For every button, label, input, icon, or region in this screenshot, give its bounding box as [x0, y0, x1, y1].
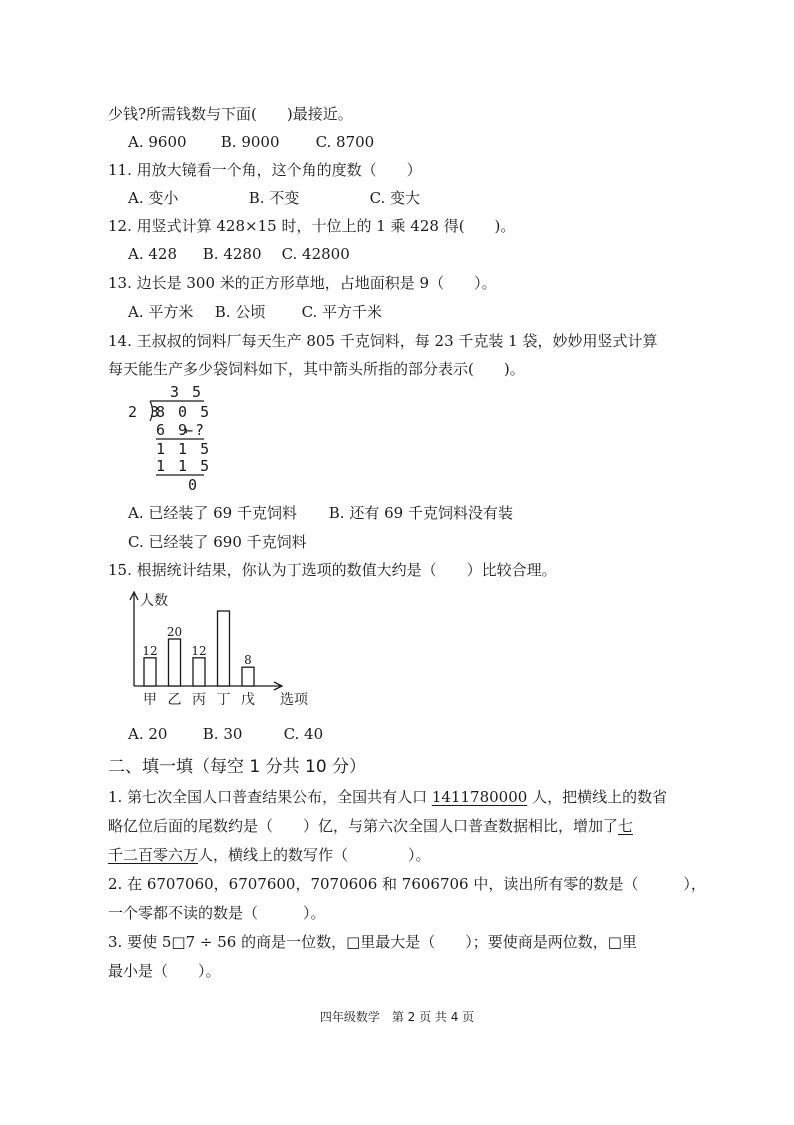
- bar-丁-unknown: [218, 611, 230, 686]
- q14-option-b[interactable]: B. 还有 69 千克饲料没有装: [328, 504, 513, 522]
- y-axis-label: 人数: [140, 593, 168, 609]
- q14-option-c[interactable]: C. 已经装了 690 千克饲料: [128, 533, 307, 551]
- bar-label-戊: 8: [244, 653, 252, 668]
- q14-options-row1: [128, 503, 513, 523]
- q15-options: [128, 724, 323, 744]
- division-remainder: 0: [188, 476, 200, 494]
- bar-甲: [144, 658, 156, 686]
- s2-q1-l2a: 略亿位后面的尾数约是（ ）亿，与第六次全国人口普查数据相比，增加了: [108, 817, 619, 835]
- s2-q1-l3-underline: 千二百零六万: [108, 846, 199, 864]
- q10-option-a[interactable]: A. 9600: [128, 133, 187, 151]
- q15-option-c[interactable]: C. 40: [283, 725, 324, 743]
- q13-option-a[interactable]: A. 平方米: [128, 303, 194, 321]
- q13-stem: 13. 边长是 300 米的正方形草地，占地面积是 9（ ）。: [108, 274, 497, 292]
- q12-stem: 12. 用竖式计算 428×15 时，十位上的 1 乘 428 得( )。: [108, 217, 516, 235]
- bar-chart: [112, 588, 322, 710]
- s2-q1-l3b: 人，横线上的数写作（ ）。: [198, 846, 431, 864]
- bar-chart-svg: [112, 588, 322, 710]
- s2-q1-l2-underline: 七: [618, 817, 634, 835]
- x-axis-label: 选项: [280, 692, 308, 708]
- q15-stem: 15. 根据统计结果，你认为丁选项的数值大约是（ ）比较合理。: [108, 561, 557, 579]
- division-dividend: 8 0 5: [156, 403, 212, 421]
- division-step2: 1 1 5: [156, 440, 212, 458]
- q10-option-b[interactable]: B. 9000: [220, 133, 280, 151]
- s2-q1-l1b: 人，把横线上的数省: [527, 788, 668, 806]
- s2-q2-line2: 一个零都不读的数是（ ）。: [108, 904, 326, 922]
- division-arrow: ←?: [184, 421, 207, 439]
- q12-option-a[interactable]: A. 428: [128, 245, 177, 263]
- q10-stem-tail: 少钱?所需钱数与下面( )最接近。: [108, 105, 353, 123]
- s2-q3-line1: 3. 要使 5□7 ÷ 56 的商是一位数，□里最大是（ ）；要使商是两位数，□里: [108, 933, 637, 951]
- long-division: [128, 383, 228, 495]
- bar-丙: [193, 658, 205, 686]
- q12-options: [128, 244, 350, 264]
- bar-label-乙: 20: [166, 625, 183, 639]
- q15-option-b[interactable]: B. 30: [202, 725, 243, 743]
- q15-option-a[interactable]: A. 20: [128, 725, 168, 743]
- s2-q1-l1a: 1. 第七次全国人口普查结果公布，全国共有人口: [108, 788, 432, 806]
- division-divisor: 2 3: [128, 403, 162, 421]
- q13-option-b[interactable]: B. 公顷: [214, 303, 266, 321]
- tick-label-丁: 丁: [216, 692, 231, 708]
- q12-option-b[interactable]: B. 4280: [202, 245, 262, 263]
- q11-option-a[interactable]: A. 变小: [128, 189, 179, 207]
- q11-stem: 11. 用放大镜看一个角，这个角的度数（ ）: [108, 161, 422, 179]
- s2-q1-line1: [108, 787, 667, 807]
- tick-label-甲: 甲: [143, 692, 157, 708]
- s2-q1-line3: [108, 845, 431, 865]
- bar-label-丙: 12: [191, 643, 207, 658]
- q10-option-c[interactable]: C. 8700: [315, 133, 375, 151]
- tick-label-丙: 丙: [192, 692, 206, 708]
- s2-q1-population-number: 1411780000: [431, 788, 528, 806]
- q11-option-c[interactable]: C. 变大: [369, 189, 421, 207]
- q11-option-b[interactable]: B. 不变: [248, 189, 300, 207]
- tick-label-乙: 乙: [167, 692, 182, 708]
- q14-stem-line2: 每天能生产多少袋饲料如下，其中箭头所指的部分表示( )。: [108, 360, 525, 378]
- page-footer: 四年级数学 第 2 页 共 4 页: [319, 1010, 475, 1024]
- bar-乙: [169, 639, 181, 686]
- q10-options: [128, 132, 374, 152]
- division-step1: 6 9: [156, 421, 190, 439]
- q14-option-a[interactable]: A. 已经装了 69 千克饲料: [128, 504, 297, 522]
- q13-option-c[interactable]: C. 平方千米: [301, 303, 383, 321]
- q11-options: [128, 188, 420, 208]
- tick-label-戊: 戊: [241, 692, 255, 708]
- bar-label-甲: 12: [142, 643, 158, 658]
- q12-option-c[interactable]: C. 42800: [281, 245, 350, 263]
- s2-q1-line2: [108, 816, 633, 836]
- bar-戊: [242, 667, 254, 686]
- s2-q3-line2: 最小是（ ）。: [108, 962, 221, 980]
- division-quotient: 3 5: [170, 383, 204, 401]
- section2-heading: 二、填一填（每空 1 分共 10 分）: [108, 757, 367, 777]
- q14-stem-line1: 14. 王叔叔的饲料厂每天生产 805 千克饲料，每 23 千克装 1 袋，妙妙用竖式计算: [108, 332, 658, 350]
- s2-q2-line1: 2. 在 6707060，6707600，7070606 和 7606706 中，读出所有零的数是（ ），: [108, 875, 706, 893]
- q13-options: [128, 302, 382, 322]
- division-step3: 1 1 5: [156, 457, 212, 475]
